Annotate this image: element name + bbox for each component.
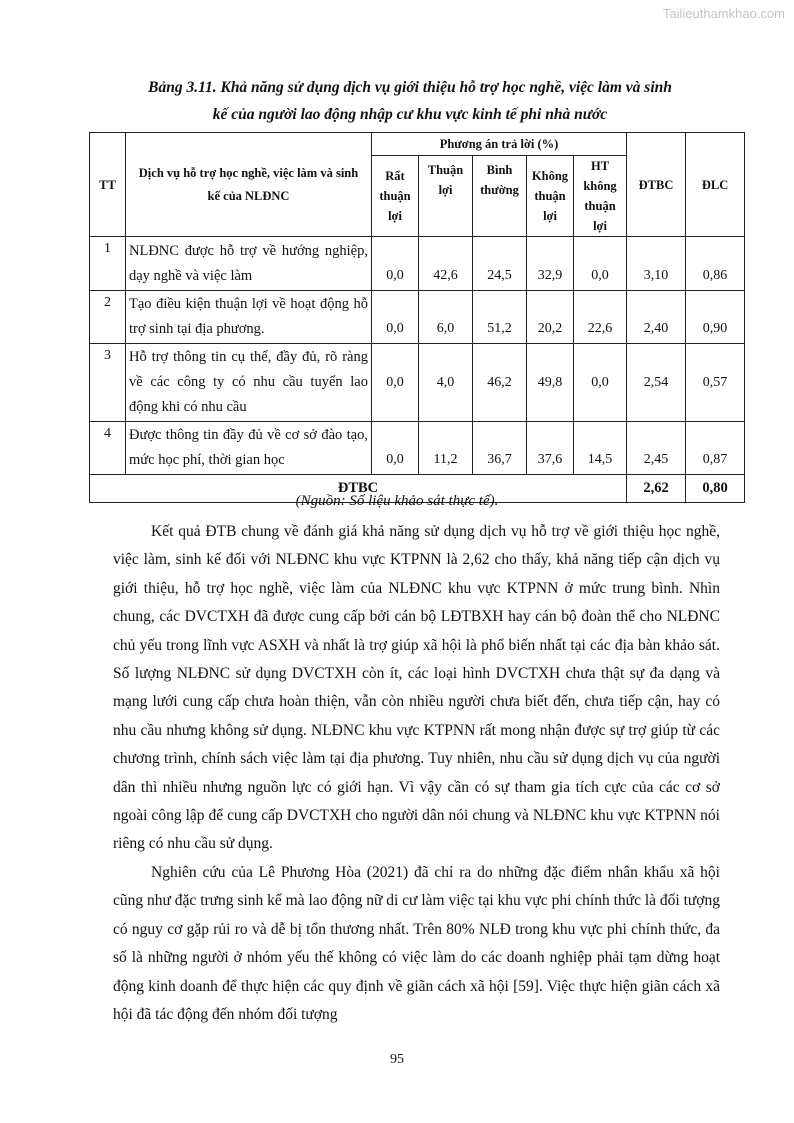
- caption-line-1: Bảng 3.11. Khả năng sử dụng dịch vụ giới thiệu hỗ trợ học nghề, việc làm và sinh: [148, 79, 672, 96]
- survey-table: [89, 132, 745, 503]
- cell-very-favorable: 0,0: [372, 422, 419, 475]
- header-option-normal: Bình thường: [473, 156, 527, 237]
- cell-dlc: 0,87: [686, 422, 745, 475]
- body-text: [113, 518, 720, 1029]
- watermark: Tailieuthamkhao.com: [662, 6, 785, 21]
- table-row: [90, 344, 745, 422]
- cell-favorable: 11,2: [419, 422, 473, 475]
- cell-normal: 46,2: [473, 344, 527, 422]
- cell-very-unfavorable: 14,5: [574, 422, 627, 475]
- total-dtbc: 2,62: [627, 475, 686, 503]
- header-option-unfavorable: Không thuận lợi: [527, 156, 574, 237]
- cell-very-favorable: 0,0: [372, 291, 419, 344]
- paragraph: Kết quả ĐTB chung về đánh giá khả năng sử dụng dịch vụ hỗ trợ về giới thiệu học nghề, việc làm, sinh kế đối với NLĐNC khu vực KTPNN là 2,62 cho thấy, khả năng tiếp cận dịch vụ giới thiệu, hỗ trợ học nghề, việc làm của NLĐNC khu vực KTPNN ở mức trung bình. Nhìn chung, các DVCTXH đã được cung cấp bởi cán bộ LĐTBXH hay cán bộ đoàn thể cho NLĐNC chủ yếu trong lĩnh vực ASXH và nhất là trợ giúp xã hội là phổ biến nhất tại các địa bàn khảo sát. Số lượng NLĐNC sử dụng DVCTXH còn ít, các loại hình DVCTXH chưa thật sự đa dạng và mạng lưới cung cấp chưa hoàn thiện, vẫn còn nhiều người chưa biết đến, chưa tiếp cận, hay có nhu cầu nhưng không sử dụng. NLĐNC khu vực KTPNN rất mong nhận được sự trợ giúp từ các chương trình, chính sách việc làm tại địa phương. Tuy nhiên, nhu cầu sử dụng dịch vụ của người dân thì nhiều nhưng nguồn lực có giới hạn. Vì vậy cần có sự tham gia tích cực của các cơ sở ngoài công lập để cung cấp DVCTXH cho người dân nói chung và NLĐNC khu vực KTPNN nói riêng có nhu cầu sử dụng.: [113, 523, 720, 853]
- paragraph: Nghiên cứu của Lê Phương Hòa (2021) đã chỉ ra do những đặc điểm nhân khẩu xã hội cũng như đặc trưng sinh kế mà lao động nữ di cư làm việc tại khu vực phi chính thức là đối tượng có nguy cơ gặp rủi ro và dễ bị tổn thương nhất. Trên 80% NLĐ trong khu vực phi chính thức, đa số là những người ở nhóm yếu thế không có việc làm do các doanh nghiệp phải tạm dừng hoạt động kinh doanh để thực hiện các quy định về giãn cách xã hội [59]. Việc thực hiện giãn cách xã hội đã tác động đến nhóm đối tượng: [113, 863, 720, 1023]
- header-option-favorable: Thuận lợi: [419, 156, 473, 237]
- table-row: [90, 291, 745, 344]
- row-index: 4: [90, 422, 126, 475]
- total-label: ĐTBC: [90, 475, 627, 503]
- table-row: [90, 237, 745, 291]
- cell-normal: 36,7: [473, 422, 527, 475]
- table-caption: [100, 74, 720, 128]
- cell-normal: 51,2: [473, 291, 527, 344]
- row-description: NLĐNC được hỗ trợ về hướng nghiệp, dạy nghề và việc làm: [126, 237, 372, 291]
- cell-very-unfavorable: 0,0: [574, 344, 627, 422]
- cell-dlc: 0,57: [686, 344, 745, 422]
- table-row: [90, 422, 745, 475]
- cell-unfavorable: 32,9: [527, 237, 574, 291]
- cell-very-favorable: 0,0: [372, 344, 419, 422]
- caption-line-2: kế của người lao động nhập cư khu vực kinh tế phi nhà nước: [212, 106, 608, 123]
- cell-unfavorable: 37,6: [527, 422, 574, 475]
- cell-dtbc: 3,10: [627, 237, 686, 291]
- page-number: 95: [390, 1052, 404, 1067]
- row-description: Được thông tin đầy đủ về cơ sở đào tạo, mức học phí, thời gian học: [126, 422, 372, 475]
- cell-dlc: 0,90: [686, 291, 745, 344]
- total-dlc: 0,80: [686, 475, 745, 503]
- cell-very-unfavorable: 0,0: [574, 237, 627, 291]
- cell-favorable: 4,0: [419, 344, 473, 422]
- table-source-note: (Nguồn: Số liệu khảo sát thực tế).: [295, 493, 499, 509]
- row-index: 3: [90, 344, 126, 422]
- cell-dtbc: 2,40: [627, 291, 686, 344]
- cell-very-unfavorable: 22,6: [574, 291, 627, 344]
- cell-dtbc: 2,45: [627, 422, 686, 475]
- cell-favorable: 6,0: [419, 291, 473, 344]
- header-response-group: Phương án trả lời (%): [372, 133, 627, 156]
- header-service: Dịch vụ hỗ trợ học nghề, việc làm và sinh kế của NLĐNC: [126, 133, 372, 237]
- header-dtbc: ĐTBC: [627, 133, 686, 237]
- cell-dlc: 0,86: [686, 237, 745, 291]
- cell-normal: 24,5: [473, 237, 527, 291]
- header-option-very-unfavorable: HT không thuận lợi: [574, 156, 627, 237]
- row-index: 1: [90, 237, 126, 291]
- cell-unfavorable: 20,2: [527, 291, 574, 344]
- row-description: Hỗ trợ thông tin cụ thể, đầy đủ, rõ ràng về các công ty có nhu cầu tuyển lao động khi có nhu cầu: [126, 344, 372, 422]
- row-index: 2: [90, 291, 126, 344]
- cell-dtbc: 2,54: [627, 344, 686, 422]
- header-option-very-favorable: Rất thuận lợi: [372, 156, 419, 237]
- cell-unfavorable: 49,8: [527, 344, 574, 422]
- header-dlc: ĐLC: [686, 133, 745, 237]
- cell-very-favorable: 0,0: [372, 237, 419, 291]
- row-description: Tạo điều kiện thuận lợi về hoạt động hỗ trợ sinh tại địa phương.: [126, 291, 372, 344]
- cell-favorable: 42,6: [419, 237, 473, 291]
- header-tt: TT: [90, 133, 126, 237]
